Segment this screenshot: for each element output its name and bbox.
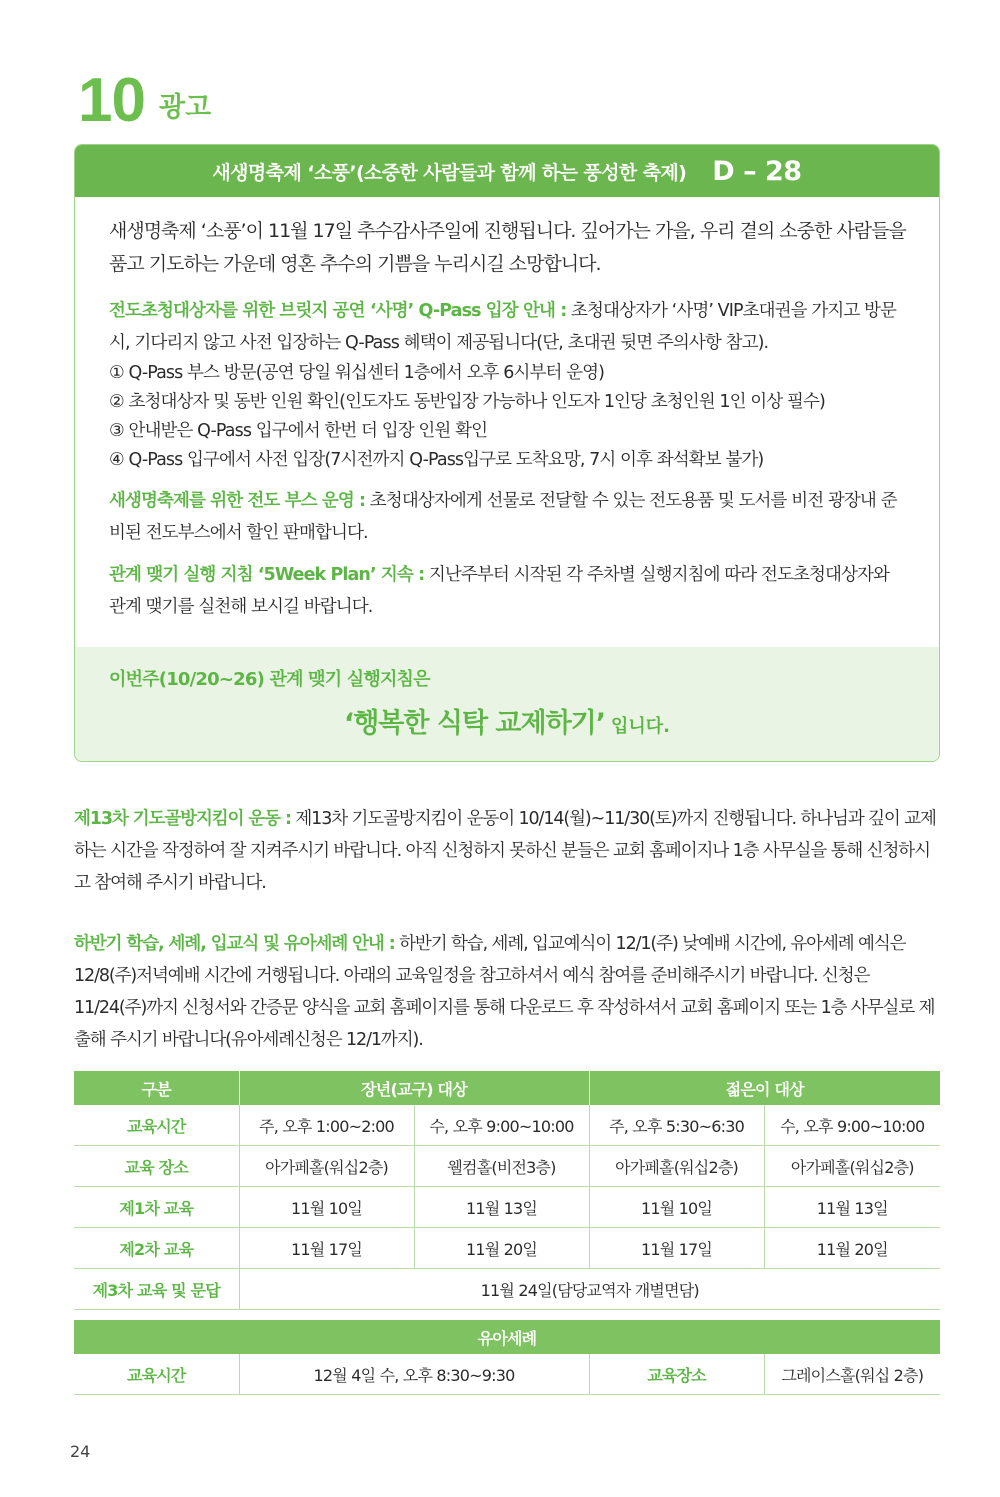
table-cell: 12월 4일 수, 오후 8:30~9:30: [239, 1354, 589, 1395]
weekly-guide: [75, 647, 939, 761]
baptism-heading: 하반기 학습, 세례, 입교식 및 유아세례 안내 :: [74, 934, 395, 954]
qpass-text: 초청대상자가 ‘사명’ VIP초대권을 가지고 방문시, 기다리지 않고 사전 입장하는 Q-Pass 혜택이 제공됩니다(단, 초대권 뒷면 주의사항 참고).: [109, 301, 897, 353]
weekly-guide-main: [75, 701, 939, 740]
row-label: 제3차 교육 및 문답: [74, 1269, 239, 1310]
qpass-heading: 전도초청대상자를 위한 브릿지 공연 ‘사명’ Q-Pass 입장 안내 :: [109, 301, 567, 321]
baptism-notice: [74, 928, 942, 1056]
table-cell: 수, 오후 9:00~10:00: [764, 1105, 940, 1146]
table-row: [74, 1187, 940, 1228]
weekly-guide-title: ‘행복한 식탁 교제하기’: [343, 708, 606, 739]
baptism-text: 하반기 학습, 세례, 입교예식이 12/1(주) 낮예배 시간에, 유아세례 예식은 12/8(주)저녁예배 시간에 거행됩니다. 아래의 교육일정을 참고하셔서 예식 참여를 준비해주시기 바랍니다. 신청은 11/24(주)까지 신청서와 간증문 양식을 교회 홈페이지를 통해 다운로드 후 작성하셔서 교회 홈페이지 또는 1층 사무실로 제출해 주시기 바랍니다(유아세례신청은 12/1까지).: [74, 934, 935, 1050]
row-label: 교육시간: [74, 1354, 239, 1395]
prayer-notice: [74, 803, 942, 899]
table-row: [74, 1269, 940, 1310]
table-cell: 주, 오후 1:00~2:00: [239, 1105, 414, 1146]
qpass-step: ① Q-Pass 부스 방문(공연 당일 워십센터 1층에서 오후 6시부터 운영): [109, 363, 605, 383]
festival-header: [75, 145, 939, 197]
table-row: [74, 1354, 940, 1395]
table-header: 장년(교구) 대상: [239, 1071, 589, 1105]
qpass-steps: [109, 359, 907, 475]
prayer-heading: 제13차 기도골방지킴이 운동 :: [74, 809, 291, 829]
weekly-guide-suffix: 입니다.: [611, 716, 671, 737]
festival-title: 새생명축제 ‘소풍’(소중한 사람들과 함께 하는 풍성한 축제): [212, 161, 687, 184]
booth-heading: 새생명축제를 위한 전도 부스 운영 :: [109, 491, 366, 511]
plan-text: 지난주부터 시작된 각 주차별 실행지침에 따라 전도초청대상자와 관계 맺기를 실천해 보시길 바랍니다.: [109, 565, 889, 617]
qpass-step: ④ Q-Pass 입구에서 사전 입장(7시전까지 Q-Pass입구로 도착요망, 7시 이후 좌석확보 불가): [109, 450, 764, 470]
dday-counter: D – 28: [712, 155, 802, 187]
table-row: [74, 1228, 940, 1269]
prayer-text: 제13차 기도골방지킴이 운동이 10/14(월)~11/30(토)까지 진행됩니다. 하나님과 깊이 교제하는 시간을 작정하여 잘 지켜주시기 바랍니다. 아직 신청하지 못하신 분들은 교회 홈페이지나 1층 사무실을 통해 신청하시고 참여해 주시기 바랍니다.: [74, 809, 936, 893]
table-cell: 아가페홀(워십2층): [764, 1146, 940, 1187]
table-cell: 그레이스홀(워십 2층): [764, 1354, 940, 1395]
table-row: [74, 1105, 940, 1146]
page-number: 24: [70, 1442, 91, 1461]
table-cell: 11월 13일: [414, 1187, 589, 1228]
table-cell: 11월 10일: [589, 1187, 764, 1228]
festival-box: [74, 144, 940, 762]
table-cell: 아가페홀(워십2층): [239, 1146, 414, 1187]
table-cell: 수, 오후 9:00~10:00: [414, 1105, 589, 1146]
section-header: [78, 66, 212, 135]
row-label: 교육시간: [74, 1105, 239, 1146]
table-header: 젊은이 대상: [589, 1071, 940, 1105]
infant-header-row: [74, 1320, 940, 1354]
table-header: 구분: [74, 1071, 239, 1105]
education-schedule-table: [74, 1071, 940, 1395]
booth-notice: [109, 485, 907, 549]
table-cell: 11월 17일: [239, 1228, 414, 1269]
table-cell: 11월 20일: [764, 1228, 940, 1269]
booth-text: 초청대상자에게 선물로 전달할 수 있는 전도용품 및 도서를 비전 광장내 준비된 전도부스에서 할인 판매합니다.: [109, 491, 897, 543]
table-cell: 주, 오후 5:30~6:30: [589, 1105, 764, 1146]
festival-intro: 새생명축제 ‘소풍’이 11월 17일 추수감사주일에 진행됩니다. 깊어가는 가을, 우리 곁의 소중한 사람들을 품고 기도하는 가운데 영혼 추수의 기쁨을 누리시길 소망합니다.: [109, 220, 906, 275]
table-cell: 11월 20일: [414, 1228, 589, 1269]
section-number: 10: [78, 66, 145, 135]
table-cell: 11월 24일(담당교역자 개별면담): [239, 1269, 940, 1310]
section-label: 광고: [158, 92, 212, 123]
table-row: [74, 1146, 940, 1187]
row-label: 교육장소: [589, 1354, 764, 1395]
infant-baptism-header: 유아세례: [74, 1320, 940, 1354]
row-label: 제2차 교육: [74, 1228, 239, 1269]
table-cell: 웰컴홀(비전3층): [414, 1146, 589, 1187]
table-cell: 11월 17일: [589, 1228, 764, 1269]
festival-body: [75, 197, 939, 623]
plan-notice: [109, 559, 907, 623]
table-header-row: [74, 1071, 940, 1105]
row-label: 교육 장소: [74, 1146, 239, 1187]
qpass-step: ② 초청대상자 및 동반 인원 확인(인도자도 동반입장 가능하나 인도자 1인당 초청인원 1인 이상 필수): [109, 392, 825, 412]
row-label: 제1차 교육: [74, 1187, 239, 1228]
weekly-guide-intro: 이번주(10/20~26) 관계 맺기 실행지침은: [109, 669, 430, 690]
qpass-step: ③ 안내받은 Q-Pass 입구에서 한번 더 입장 인원 확인: [109, 421, 488, 441]
table-cell: 11월 13일: [764, 1187, 940, 1228]
table-cell: 11월 10일: [239, 1187, 414, 1228]
plan-heading: 관계 맺기 실행 지침 ‘5Week Plan’ 지속 :: [109, 565, 425, 585]
table-cell: 아가페홀(워십2층): [589, 1146, 764, 1187]
qpass-notice: [109, 295, 907, 475]
